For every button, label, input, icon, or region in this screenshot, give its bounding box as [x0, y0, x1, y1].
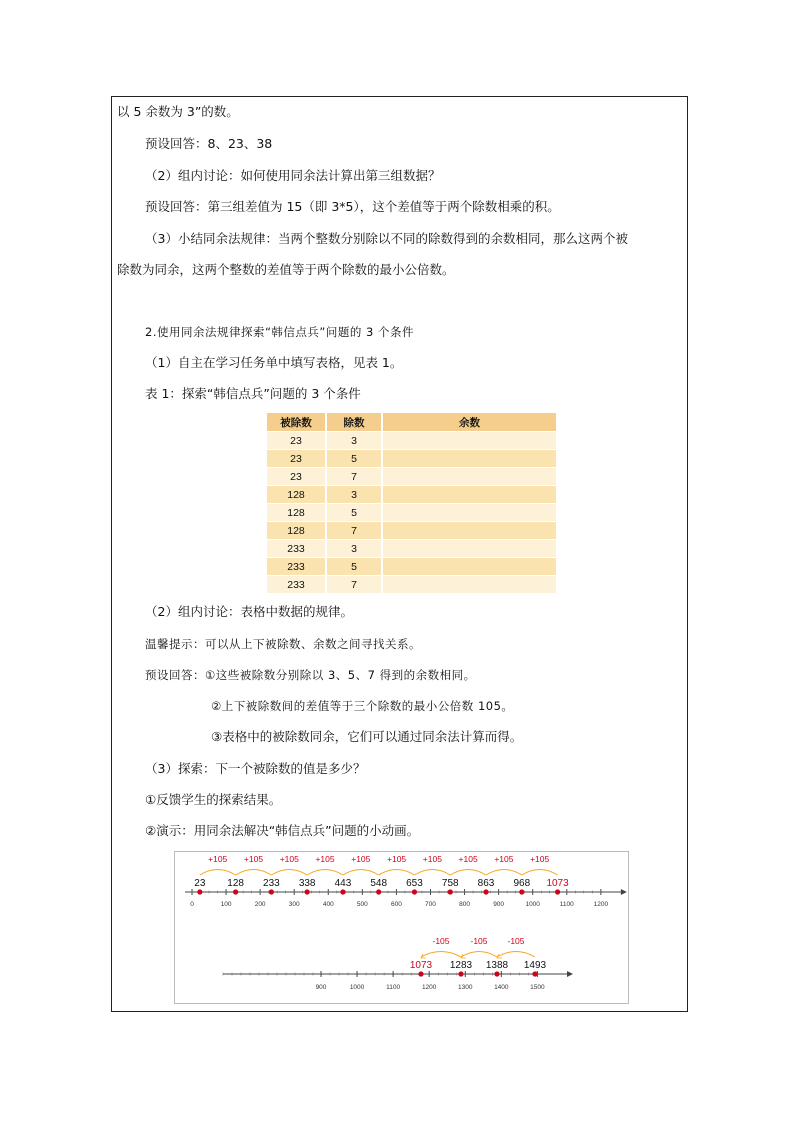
- tick-label: 900: [315, 984, 327, 991]
- step-label: -105: [470, 936, 488, 946]
- point-dot: [532, 971, 537, 976]
- jump-arc: [522, 870, 558, 876]
- remainder-cell: [382, 540, 556, 558]
- number-line-figure: [174, 851, 629, 1004]
- dividend-cell: 233: [267, 576, 326, 594]
- remainder-cell: [382, 432, 556, 450]
- tick-label: 800: [459, 901, 470, 908]
- tick-label: 700: [425, 901, 436, 908]
- text-line: 除数为同余，这两个整数的差值等于两个除数的最小公倍数。: [117, 262, 455, 277]
- tick-label: 200: [254, 901, 266, 908]
- exploration-table: [267, 413, 556, 593]
- remainder-cell: [382, 450, 556, 468]
- text-line: （3）小结同余法规律：当两个整数分别除以不同的除数得到的余数相同，那么这两个被: [145, 231, 628, 246]
- text-line: ③表格中的被除数同余，它们可以通过同余法计算而得。: [211, 729, 523, 744]
- jump-arc: [271, 870, 307, 876]
- point-dot: [376, 889, 381, 894]
- step-label: +105: [351, 854, 371, 864]
- point-dot: [448, 889, 453, 894]
- text-line: ①反馈学生的探索结果。: [145, 792, 282, 807]
- jump-arc: [236, 870, 272, 876]
- table-row: [267, 522, 556, 540]
- axis-arrow: [567, 971, 573, 977]
- point-label: 23: [194, 878, 206, 889]
- jump-arc: [450, 870, 486, 876]
- dividend-cell: 128: [267, 486, 326, 504]
- text-line: （3）探索：下一个被除数的值是多少？: [145, 761, 366, 776]
- point-label: 443: [334, 878, 352, 889]
- point-label: 1388: [485, 960, 509, 971]
- tick-label: 1300: [458, 984, 473, 991]
- step-label: +105: [530, 854, 550, 864]
- remainder-cell: [382, 486, 556, 504]
- table-caption: 表 1：探索“韩信点兵”问题的 3 个条件: [145, 386, 361, 401]
- table-row: [267, 486, 556, 504]
- tick-label: 0: [190, 901, 194, 908]
- point-dot: [233, 889, 238, 894]
- jump-arc: [461, 952, 497, 958]
- table-row: [267, 450, 556, 468]
- point-label: 1493: [523, 960, 547, 971]
- jump-arc: [379, 870, 415, 876]
- point-dot: [269, 889, 274, 894]
- jump-arc: [486, 870, 522, 876]
- text-line: 预设回答：8、23、38: [145, 136, 273, 151]
- point-label: 1073: [546, 878, 569, 889]
- text-line: 以 5 余数为 3”的数。: [117, 104, 239, 119]
- step-label: +105: [315, 854, 335, 864]
- step-label: -105: [432, 936, 450, 946]
- jump-arc: [414, 870, 450, 876]
- point-label: 653: [406, 878, 423, 889]
- section-heading: 2.使用同余法规律探索“韩信点兵”问题的 3 个条件: [145, 325, 415, 339]
- point-dot: [412, 889, 417, 894]
- tick-label: 300: [288, 901, 300, 908]
- jump-arc: [497, 952, 535, 958]
- number-line-svg: [175, 852, 630, 1005]
- tick-label: 1200: [593, 901, 609, 908]
- divisor-cell: 5: [326, 504, 382, 522]
- step-label: +105: [494, 854, 514, 864]
- step-label: +105: [458, 854, 478, 864]
- text-line: ②上下被除数间的差值等于三个除数的最小公倍数 105。: [211, 699, 514, 713]
- tick-label: 1400: [494, 984, 509, 991]
- table-row: [267, 432, 556, 450]
- step-label: +105: [279, 854, 299, 864]
- remainder-cell: [382, 468, 556, 486]
- table-header: 余数: [382, 413, 556, 432]
- tick-label: 1100: [559, 901, 574, 908]
- point-dot: [418, 971, 423, 976]
- tick-label: 600: [390, 901, 402, 908]
- dividend-cell: 233: [267, 540, 326, 558]
- text-line: （2）组内讨论：表格中数据的规律。: [145, 604, 353, 619]
- tick-label: 100: [220, 901, 232, 908]
- dividend-cell: 233: [267, 558, 326, 576]
- dividend-cell: 23: [267, 432, 326, 450]
- text-line: 预设回答：①这些被除数分别除以 3、5、7 得到的余数相同。: [145, 668, 476, 682]
- point-label: 338: [298, 878, 316, 889]
- remainder-cell: [382, 522, 556, 540]
- dividend-cell: 128: [267, 504, 326, 522]
- point-label: 128: [227, 878, 244, 889]
- step-label: -105: [507, 936, 525, 946]
- point-dot: [519, 889, 524, 894]
- divisor-cell: 3: [326, 432, 382, 450]
- text-line: 预设回答：第三组差值为 15（即 3*5），这个差值等于两个除数相乘的积。: [145, 199, 560, 214]
- tick-label: 500: [356, 901, 368, 908]
- tick-label: 900: [493, 901, 505, 908]
- divisor-cell: 7: [326, 468, 382, 486]
- point-dot: [197, 889, 202, 894]
- dividend-cell: 128: [267, 522, 326, 540]
- point-dot: [494, 971, 499, 976]
- point-label: 968: [513, 878, 531, 889]
- point-label: 863: [477, 878, 495, 889]
- point-dot: [483, 889, 488, 894]
- tick-label: 1000: [525, 901, 540, 908]
- divisor-cell: 5: [326, 450, 382, 468]
- point-dot: [340, 889, 345, 894]
- step-label: +105: [208, 854, 228, 864]
- text-line: （1）自主在学习任务单中填写表格，见表 1。: [145, 355, 403, 370]
- table-header: 除数: [326, 413, 382, 432]
- point-label: 1283: [449, 960, 473, 971]
- dividend-cell: 23: [267, 468, 326, 486]
- point-label: 1073: [409, 960, 433, 971]
- jump-arc: [307, 870, 343, 876]
- jump-arc: [200, 870, 236, 876]
- tick-label: 1000: [349, 984, 365, 991]
- step-label: +105: [422, 854, 442, 864]
- point-label: 233: [263, 878, 280, 889]
- divisor-cell: 7: [326, 522, 382, 540]
- tick-label: 1200: [421, 984, 437, 991]
- point-label: 548: [370, 878, 388, 889]
- jump-arc: [421, 952, 461, 958]
- text-line: （2）组内讨论：如何使用同余法计算出第三组数据？: [145, 168, 441, 183]
- table-header: 被除数: [267, 413, 326, 432]
- step-label: +105: [243, 854, 264, 864]
- remainder-cell: [382, 558, 556, 576]
- remainder-cell: [382, 504, 556, 522]
- point-dot: [458, 971, 463, 976]
- jump-arc: [343, 870, 379, 876]
- tick-label: 1500: [530, 984, 545, 991]
- step-label: +105: [387, 854, 407, 864]
- axis-arrow: [621, 889, 627, 895]
- table-row: [267, 468, 556, 486]
- divisor-cell: 5: [326, 558, 382, 576]
- point-dot: [305, 889, 310, 894]
- remainder-cell: [382, 576, 556, 594]
- divisor-cell: 7: [326, 576, 382, 594]
- tick-label: 1100: [386, 984, 401, 991]
- point-label: 758: [441, 878, 459, 889]
- point-dot: [555, 889, 560, 894]
- table-row: [267, 540, 556, 558]
- hint-text: 温馨提示：可以从上下被除数、余数之间寻找关系。: [145, 637, 421, 651]
- divisor-cell: 3: [326, 486, 382, 504]
- table-row: [267, 576, 556, 594]
- divisor-cell: 3: [326, 540, 382, 558]
- tick-label: 400: [322, 901, 334, 908]
- table-row: [267, 558, 556, 576]
- table-row: [267, 504, 556, 522]
- dividend-cell: 23: [267, 450, 326, 468]
- text-line: ②演示：用同余法解决“韩信点兵”问题的小动画。: [145, 823, 420, 838]
